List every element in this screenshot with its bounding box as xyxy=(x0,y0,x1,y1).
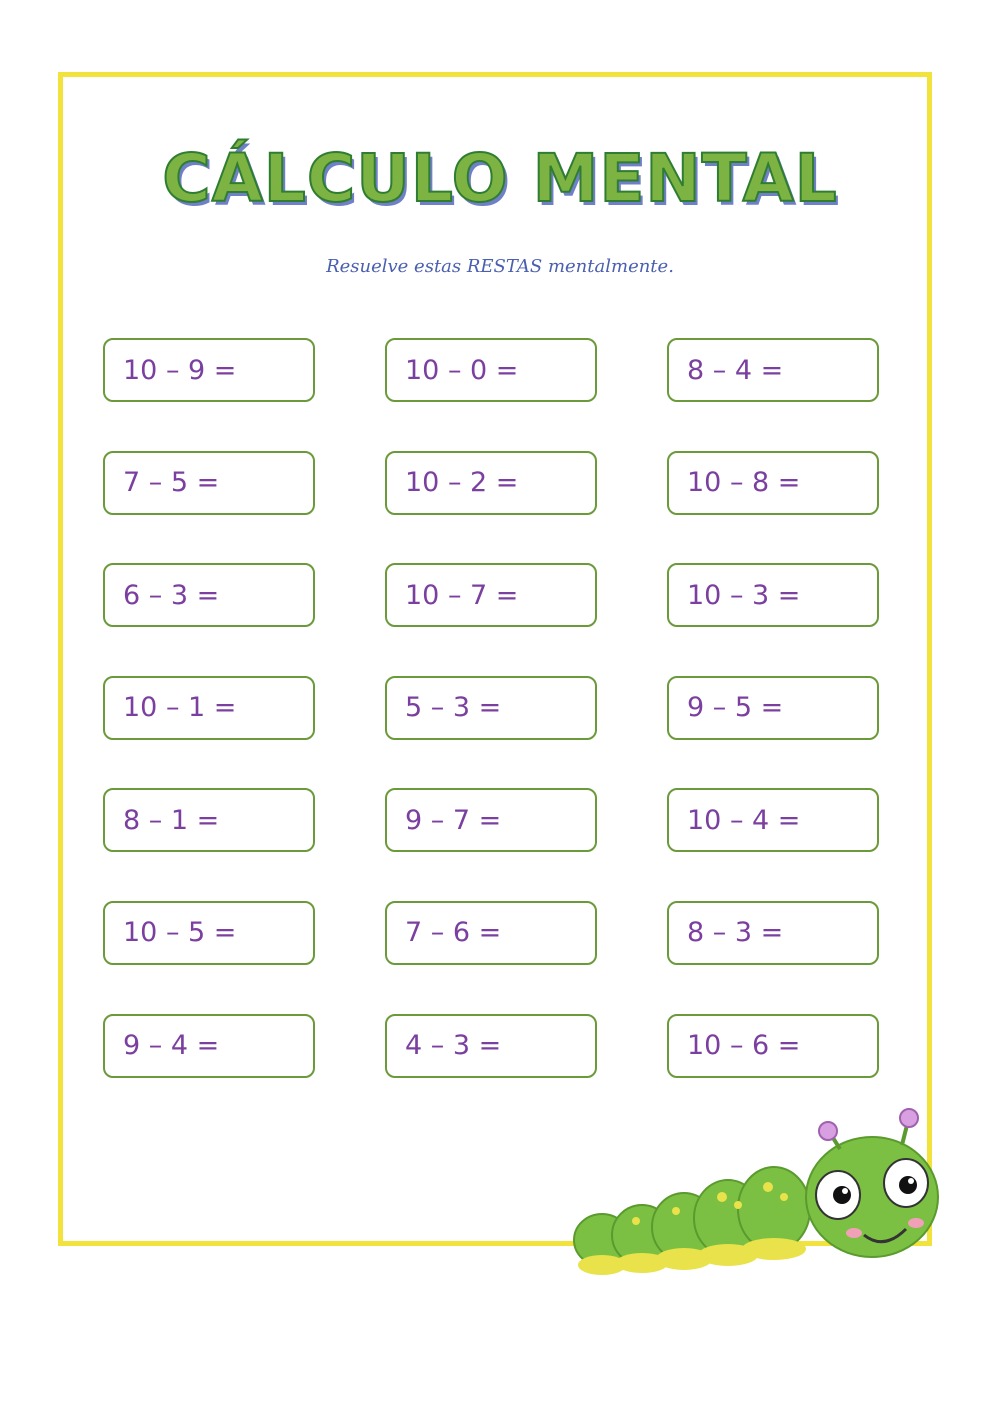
page-title: CÁLCULO MENTAL xyxy=(162,140,838,217)
exercise-box[interactable]: 8 – 4 = xyxy=(667,338,879,402)
exercise-box[interactable]: 7 – 6 = xyxy=(385,901,597,965)
exercise-box[interactable]: 10 – 0 = xyxy=(385,338,597,402)
exercise-box[interactable]: 10 – 2 = xyxy=(385,451,597,515)
caterpillar-icon xyxy=(572,1105,952,1295)
exercise-box[interactable]: 10 – 5 = xyxy=(103,901,315,965)
exercise-grid xyxy=(103,338,880,1078)
exercise-box[interactable]: 10 – 9 = xyxy=(103,338,315,402)
exercise-box[interactable]: 4 – 3 = xyxy=(385,1014,597,1078)
exercise-box[interactable]: 9 – 5 = xyxy=(667,676,879,740)
exercise-box[interactable]: 10 – 4 = xyxy=(667,788,879,852)
exercise-box[interactable]: 10 – 8 = xyxy=(667,451,879,515)
exercise-box[interactable]: 8 – 3 = xyxy=(667,901,879,965)
exercise-box[interactable]: 10 – 7 = xyxy=(385,563,597,627)
exercise-box[interactable]: 6 – 3 = xyxy=(103,563,315,627)
exercise-box[interactable]: 10 – 1 = xyxy=(103,676,315,740)
exercise-box[interactable]: 7 – 5 = xyxy=(103,451,315,515)
instructions: Resuelve estas RESTAS mentalmente. xyxy=(326,256,674,277)
exercise-box[interactable]: 9 – 4 = xyxy=(103,1014,315,1078)
exercise-box[interactable]: 9 – 7 = xyxy=(385,788,597,852)
exercise-box[interactable]: 10 – 6 = xyxy=(667,1014,879,1078)
exercise-box[interactable]: 5 – 3 = xyxy=(385,676,597,740)
exercise-box[interactable]: 10 – 3 = xyxy=(667,563,879,627)
exercise-box[interactable]: 8 – 1 = xyxy=(103,788,315,852)
